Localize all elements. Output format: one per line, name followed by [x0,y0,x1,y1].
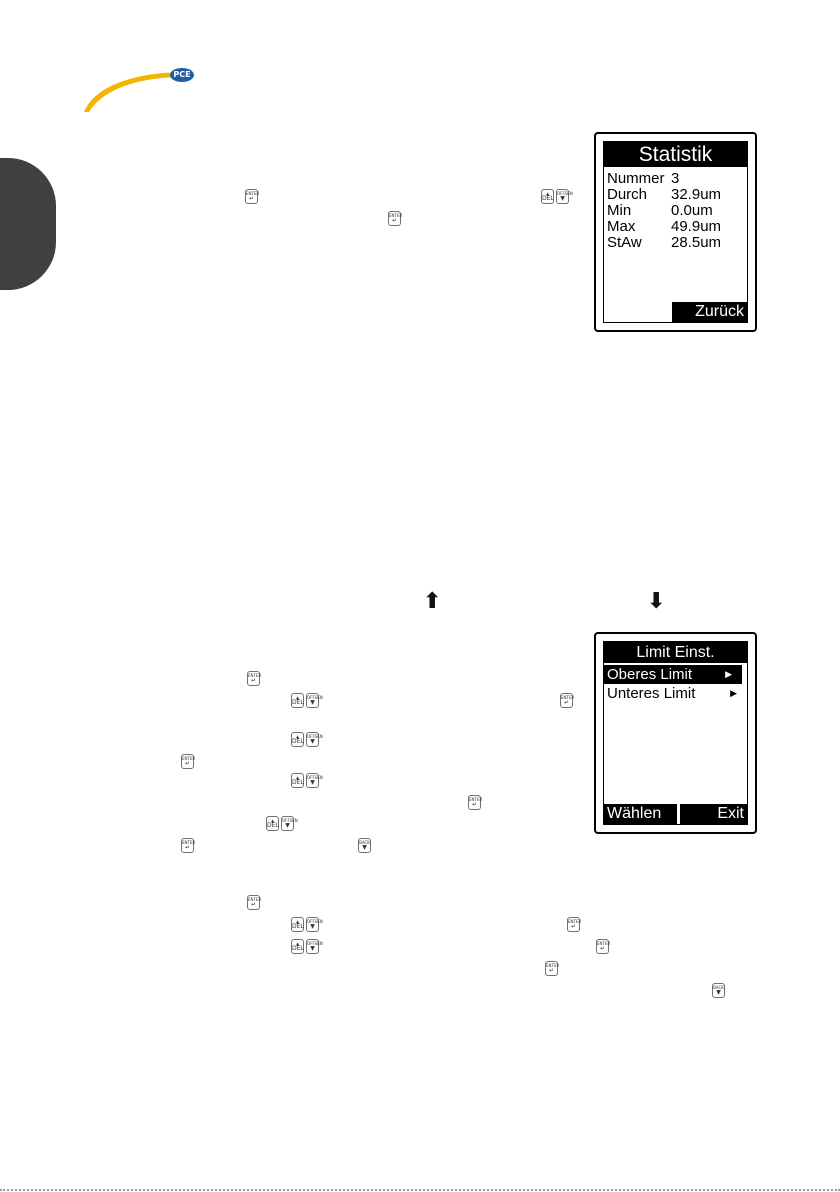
enter-key-icon: ENTER ↵ [246,191,260,202]
enter-key-icon: ENTER ↵ [389,213,403,224]
offsen-down-key-icon: OFFSEN ▼ [307,775,323,786]
waehlen-softkey: Wählen [604,804,677,824]
enter-key-icon: ENTER ↵ [182,840,196,851]
page-bottom-divider [0,1189,840,1191]
menu-item-unteres-limit: Unteres Limit ▶ [607,685,737,702]
up-del-key-icon: ▲ DEL [292,775,304,786]
arrow-up-icon: ⬆ [423,589,442,614]
screen-title: Limit Einst. [604,642,747,663]
chapter-tab [0,158,56,290]
enter-key-icon: ENTER ↵ [597,941,611,952]
up-down-keys-icon [291,773,323,790]
enter-key-icon: ENTER ↵ [469,797,483,808]
enter-key-icon: ENTER ↵ [561,695,575,706]
up-down-keys-icon [291,732,323,749]
enter-key-icon: ENTER ↵ [546,963,560,974]
enter-key-icon: ENTER ↵ [568,919,582,930]
offsen-down-key-icon: OFFSEN ▼ [307,919,323,930]
up-down-keys-icon [291,693,323,710]
pce-logo: PCE [170,68,194,82]
up-del-key-icon: ▲ DEL [292,695,304,706]
up-down-keys-icon [266,816,298,833]
offsen-down-key-icon: OFFSEN ▼ [307,695,323,706]
offsen-down-key-icon: OFFSEN ▼ [307,734,323,745]
enter-key-icon: ENTER ↵ [182,756,196,767]
zurueck-softkey: Zurück [672,302,747,322]
up-del-key-icon: ▲ DEL [542,191,554,202]
up-down-keys-icon [291,939,323,956]
chevron-right-icon: ▶ [725,669,732,679]
limit-screen [594,632,757,834]
enter-key-icon: ENTER ↵ [248,673,262,684]
exit-softkey: Exit [680,804,747,824]
up-down-keys-icon [291,917,323,934]
stat-row: Max 49.9um [607,218,722,235]
up-del-key-icon: ▲ DEL [292,941,304,952]
stat-row: Nummer 3 [607,170,680,187]
enter-key-icon: ENTER ↵ [248,897,262,908]
up-del-key-icon: ▲ DEL [292,734,304,745]
stat-row: Min 0.0um [607,202,713,219]
back-key-icon: BACK ▼ [359,840,370,851]
offsen-down-key-icon: OFFSEN ▼ [282,818,298,829]
arrow-down-icon: ⬇ [647,589,666,614]
up-del-key-icon: ▲ DEL [267,818,279,829]
offsen-down-key-icon: OFFSEN ▼ [307,941,323,952]
menu-item-oberes-limit: Oberes Limit ▶ [604,665,742,684]
up-down-keys-icon [541,189,573,206]
offsen-down-key-icon: OFFSEN ▼ [557,191,573,202]
stat-row: StAw 28.5um [607,234,722,251]
statistik-screen [594,132,757,332]
chevron-right-icon: ▶ [730,688,737,698]
up-del-key-icon: ▲ DEL [292,919,304,930]
back-key-icon: BACK ▼ [713,985,724,996]
screen-title: Statistik [604,142,747,167]
stat-row: Durch 32.9um [607,186,722,203]
